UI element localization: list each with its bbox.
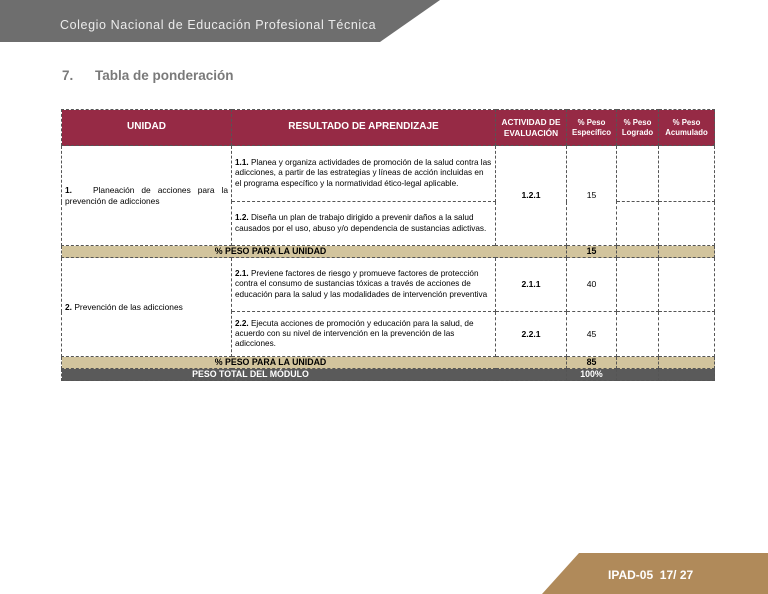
subtotal-empty-cell	[659, 357, 715, 369]
activity-2-1-1: 2.1.1	[496, 258, 567, 312]
subtotal-empty-cell	[617, 246, 659, 258]
activity-2-2-1: 2.2.1	[496, 312, 567, 357]
unit-2-name: Prevención de las adicciones	[74, 301, 183, 312]
accumulated-cell	[659, 258, 715, 312]
unit-1-cell	[62, 146, 232, 246]
unit-2-subtotal-row	[62, 357, 715, 369]
result-2-2	[232, 312, 496, 357]
total-label: PESO TOTAL DEL MÓDULO	[62, 369, 567, 381]
result-2-1	[232, 258, 496, 312]
weight-unit-1: 15	[567, 146, 617, 246]
subtotal-empty-cell	[617, 357, 659, 369]
result-1-1-text: Planea y organiza actividades de promoción de la salud contra las adicciones, a partir de las estrategias y líneas de acción incluidas en el programa específico y la normatividad ético-legal aplicable.	[235, 158, 492, 188]
accumulated-cell	[659, 312, 715, 357]
weight-2-1: 40	[567, 258, 617, 312]
table-header-row	[62, 110, 715, 146]
accumulated-cell	[659, 202, 715, 246]
achieved-cell	[617, 202, 659, 246]
header-actividad: ACTIVIDAD DE EVALUACIÓN	[496, 110, 567, 146]
institution-name: Colegio Nacional de Educación Profesional Técnica	[60, 18, 377, 32]
subtotal-value: 15	[567, 246, 617, 258]
header-peso-acumulado: % Peso Acumulado	[659, 110, 715, 146]
result-1-2	[232, 202, 496, 246]
result-1-1	[232, 146, 496, 202]
result-2-1-text: Previene factores de riesgo y promueve factores de protección contra el consumo de sustancias tóxicas a través de acciones de educación para la salud y las modalidades de intervención preventiva	[235, 269, 488, 299]
result-1-1-code: 1.1.	[235, 158, 249, 168]
header-peso-logrado: % Peso Logrado	[617, 110, 659, 146]
unit-2-number: 2.	[65, 301, 72, 312]
section-title-text: Tabla de ponderación	[95, 68, 234, 83]
subtotal-value: 85	[567, 357, 617, 369]
subtotal-label: % PESO PARA LA UNIDAD	[62, 246, 567, 258]
result-2-2-code: 2.2.	[235, 318, 249, 328]
accumulated-cell	[659, 146, 715, 202]
subtotal-label: % PESO PARA LA UNIDAD	[62, 357, 567, 369]
header-peso-especifico: % Peso Específico	[567, 110, 617, 146]
unit-1-subtotal-row	[62, 246, 715, 258]
achieved-cell	[617, 258, 659, 312]
total-value: 100%	[567, 369, 617, 381]
header-unidad: UNIDAD	[62, 110, 232, 146]
unit-1-name: Planeación de acciones para la prevención de adicciones	[65, 185, 229, 206]
unit-2-cell	[62, 258, 232, 357]
result-1-2-text: Diseña un plan de trabajo dirigido a prevenir daños a la salud causados por el uso, abuso y/o dependencia de sustancias adictivas.	[235, 213, 487, 233]
table-row	[62, 258, 715, 312]
total-empty-cell	[659, 369, 715, 381]
header-resultado: RESULTADO DE APRENDIZAJE	[232, 110, 496, 146]
achieved-cell	[617, 312, 659, 357]
section-number: 7.	[62, 68, 74, 83]
unit-1-number: 1.	[65, 185, 72, 195]
result-1-2-code: 1.2.	[235, 213, 249, 223]
footer-code: IPAD-05	[608, 568, 654, 582]
weight-2-2: 45	[567, 312, 617, 357]
achieved-cell	[617, 146, 659, 202]
result-2-1-code: 2.1.	[235, 269, 249, 279]
total-empty-cell	[617, 369, 659, 381]
activity-1-2-1: 1.2.1	[496, 146, 567, 246]
subtotal-empty-cell	[659, 246, 715, 258]
table-row	[62, 146, 715, 202]
weighting-table	[61, 109, 715, 381]
total-row	[62, 369, 715, 381]
footer-page-info	[608, 568, 693, 582]
result-2-2-text: Ejecuta acciones de promoción y educación para la salud, de acuerdo con su nivel de intervención en la prevención de las adicciones.	[235, 318, 474, 349]
section-title	[62, 68, 234, 83]
footer-page: 17/ 27	[659, 568, 694, 582]
